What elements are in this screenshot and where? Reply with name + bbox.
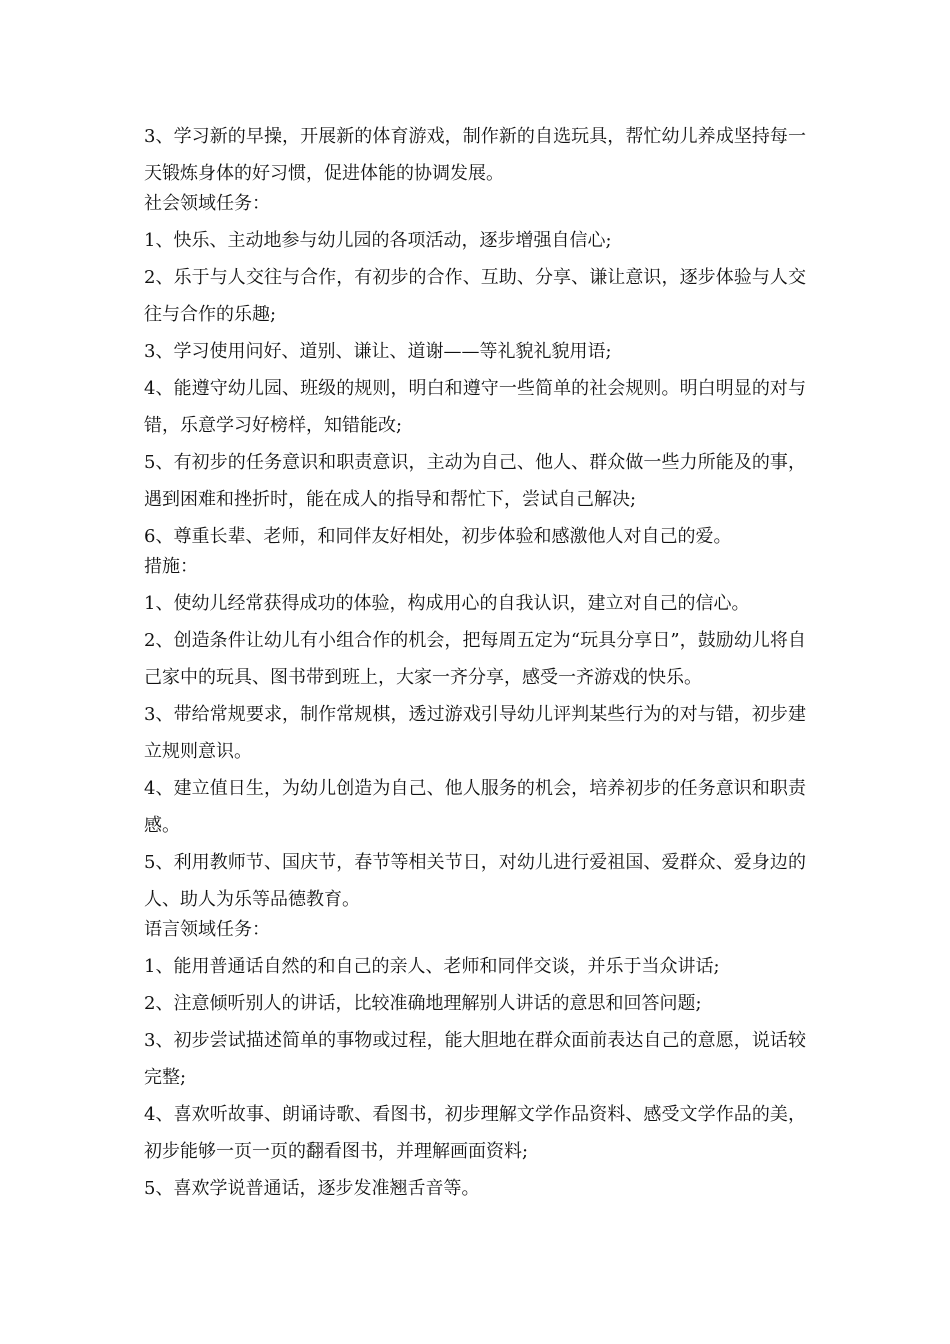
social-item-1: 1、快乐、主动地参与幼儿园的各项活动，逐步增强自信心; (144, 230, 612, 251)
measures-section-heading: 措施： (144, 556, 198, 577)
paragraph-health-3: 3、学习新的早操，开展新的体育游戏，制作新的自选玩具，帮忙幼儿养成坚持每一天锻炼身体的好习惯，促进体能的协调发展。 (144, 126, 806, 184)
social-section-heading: 社会领域任务： (144, 193, 270, 214)
social-item-4: 4、能遵守幼儿园、班级的规则，明白和遵守一些简单的社会规则。明白明显的对与错，乐意学习好榜样，知错能改; (144, 378, 806, 436)
social-item-5: 5、有初步的任务意识和职责意识，主动为自己、他人、群众做一些力所能及的事，遇到困难和挫折时，能在成人的指导和帮忙下，尝试自己解决; (144, 452, 806, 510)
document-page (144, 118, 806, 1207)
measures-item-4: 4、建立值日生，为幼儿创造为自己、他人服务的机会，培养初步的任务意识和职责感。 (144, 778, 806, 836)
language-item-3: 3、初步尝试描述简单的事物或过程，能大胆地在群众面前表达自己的意愿，说话较完整; (144, 1030, 806, 1088)
social-item-2: 2、乐于与人交往与合作，有初步的合作、互助、分享、谦让意识，逐步体验与人交往与合作的乐趣; (144, 267, 806, 325)
measures-item-1: 1、使幼儿经常获得成功的体验，构成用心的自我认识，建立对自己的信心。 (144, 593, 750, 614)
language-section-heading: 语言领域任务： (144, 919, 270, 940)
language-item-4: 4、喜欢听故事、朗诵诗歌、看图书，初步理解文学作品资料、感受文学作品的美，初步能够一页一页的翻看图书，并理解画面资料; (144, 1104, 806, 1162)
social-item-6: 6、尊重长辈、老师，和同伴友好相处，初步体验和感激他人对自己的爱。 (144, 526, 732, 547)
language-item-5: 5、喜欢学说普通话，逐步发准翘舌音等。 (144, 1178, 480, 1199)
measures-item-3: 3、带给常规要求，制作常规棋，透过游戏引导幼儿评判某些行为的对与错，初步建立规则意识。 (144, 704, 806, 762)
measures-item-5: 5、利用教师节、国庆节，春节等相关节日，对幼儿进行爱祖国、爱群众、爱身边的人、助人为乐等品德教育。 (144, 852, 806, 910)
language-item-2: 2、注意倾听别人的讲话，比较准确地理解别人讲话的意思和回答问题; (144, 993, 702, 1014)
measures-item-2: 2、创造条件让幼儿有小组合作的机会，把每周五定为“玩具分享日”，鼓励幼儿将自己家中的玩具、图书带到班上，大家一齐分享，感受一齐游戏的快乐。 (144, 630, 806, 688)
language-item-1: 1、能用普通话自然的和自己的亲人、老师和同伴交谈，并乐于当众讲话; (144, 956, 720, 977)
social-item-3: 3、学习使用问好、道别、谦让、道谢——等礼貌礼貌用语; (144, 341, 612, 362)
